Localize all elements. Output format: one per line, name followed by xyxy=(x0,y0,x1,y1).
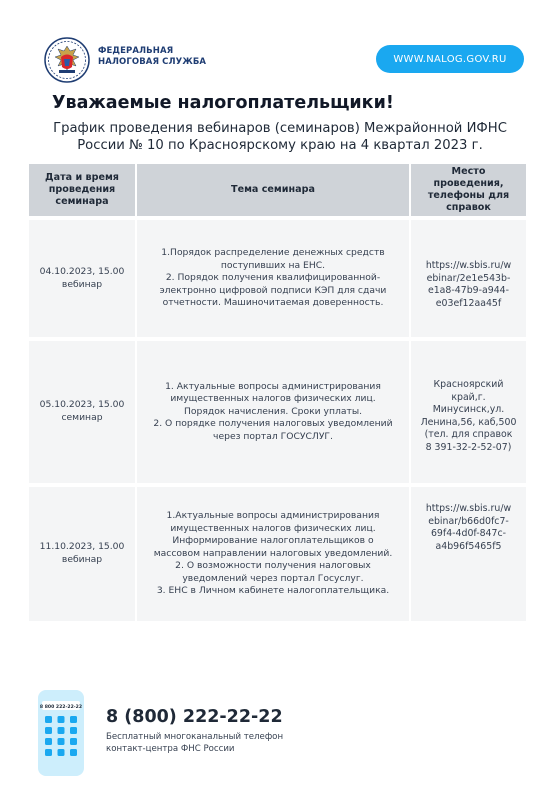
hotline-description xyxy=(106,732,283,755)
hotline-desc-line2: контакт-центра ФНС России xyxy=(106,743,235,754)
org-name-line2: НАЛОГОВАЯ СЛУЖБА xyxy=(98,57,207,67)
header-date: Дата и время проведения семинара xyxy=(29,164,136,218)
table-row xyxy=(29,485,526,621)
table-row xyxy=(29,339,526,485)
cell-place-address: Красноярский край,г. Минусинск,ул. Ленина,56, каб,500 (тел. для справок 8 391-32-2-52-07) xyxy=(410,339,526,485)
table-header-row xyxy=(29,164,526,218)
hotline-number[interactable]: 8 (800) 222-22-22 xyxy=(106,707,283,727)
org-name xyxy=(98,46,206,68)
cell-date: 04.10.2023, 15.00 вебинар xyxy=(29,218,136,339)
page-header xyxy=(0,0,554,90)
phone-screen-text: 8 800 222-22-22 xyxy=(39,705,83,710)
table-row xyxy=(29,218,526,339)
header-topic: Тема семинара xyxy=(136,164,410,218)
cell-date: 05.10.2023, 15.00 семинар xyxy=(29,339,136,485)
cell-topic: 1.Актуальные вопросы администрирования имущественных налогов физических лиц. Информирование налогоплательщиков о массовом направлении налоговых уведомлений. 2. О возможности получения налоговых уведомлений через портал Госуслуг. 3. ЕНС в Личном кабинете налогоплательщика. xyxy=(136,485,410,621)
greeting-title: Уважаемые налогоплательщики! xyxy=(52,93,394,113)
schedule-table xyxy=(29,164,526,621)
cell-topic: 1.Порядок распределение денежных средств поступивших на ЕНС. 2. Порядок получения квалифицированной- электронно цифровой подписи КЭП для сдачи отчетности. Машиночитаемая доверенность. xyxy=(136,218,410,339)
website-link[interactable]: WWW.NALOG.GOV.RU xyxy=(376,45,524,73)
subtitle-line2: России № 10 по Красноярскому краю на 4 квартал 2023 г. xyxy=(77,138,483,153)
subtitle-line1: График проведения вебинаров (семинаров) Межрайонной ИФНС xyxy=(53,121,507,136)
hotline-desc-line1: Бесплатный многоканальный телефон xyxy=(106,732,284,742)
header-place: Место проведения, телефоны для справок xyxy=(410,164,526,218)
schedule-subtitle xyxy=(30,120,530,154)
page-footer xyxy=(0,670,554,800)
org-name-line1: ФЕДЕРАЛЬНАЯ xyxy=(98,46,174,56)
cell-place-link[interactable]: https://w.sbis.ru/w ebinar/2e1e543b- e1a8-47b9-a944- e03ef12aa45f xyxy=(410,218,526,339)
cell-place-link[interactable]: https://w.sbis.ru/w ebinar/b66d0fc7- 69f4-4d0f-847c- a4b96f5465f5 xyxy=(410,485,526,621)
cell-date: 11.10.2023, 15.00 вебинар xyxy=(29,485,136,621)
cell-topic: 1. Актуальные вопросы администрирования имущественных налогов физических лиц. Порядок начисления. Сроки уплаты. 2. О порядке получения налоговых уведомлений через портал ГОСУСЛУГ. xyxy=(136,339,410,485)
phone-icon xyxy=(37,689,85,777)
fns-emblem-icon xyxy=(44,37,90,83)
